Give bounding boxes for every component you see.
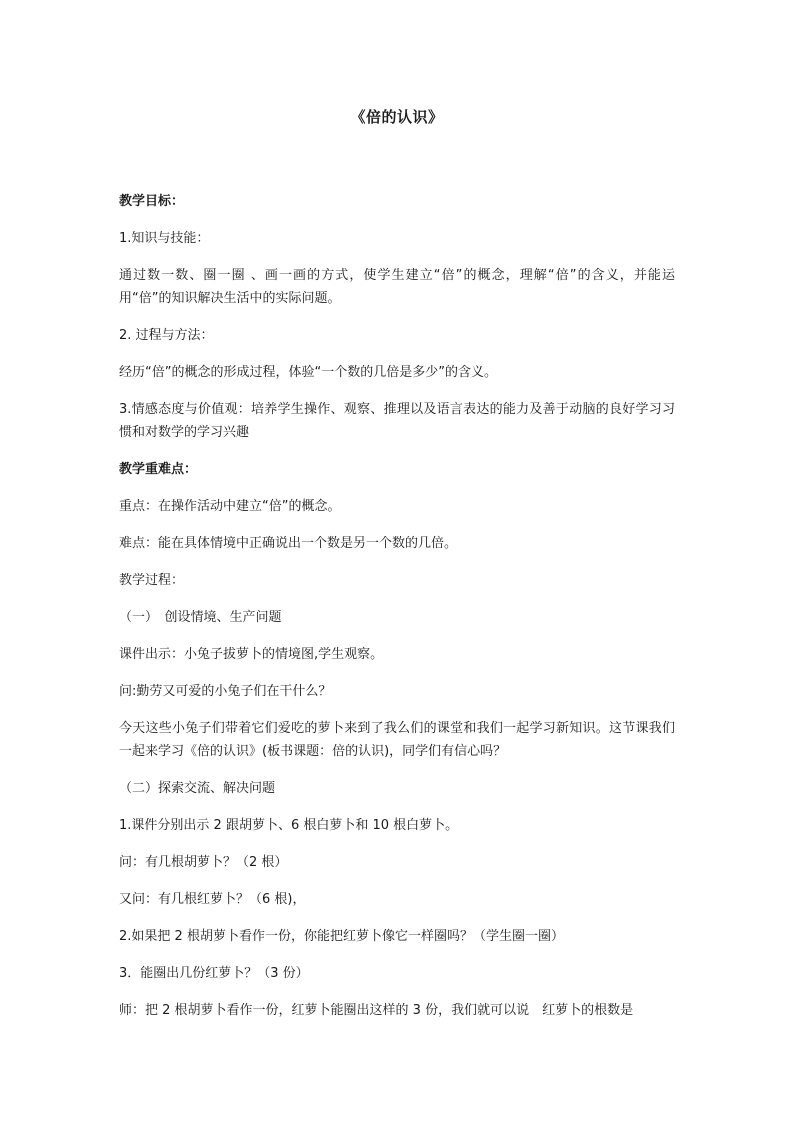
section-heading-objectives: 教学目标： (119, 194, 185, 209)
paragraph-knowledge-skills: 通过数一数、圈一圈 、画一画的方式，使学生建立“倍”的概念，理解“倍”的含义，并能运用“倍”的知识解决生活中的实际问题。 (119, 268, 675, 306)
subheading-process-method: 2. 过程与方法： (119, 328, 214, 343)
paragraph-ask-red-radish: 又问：有几根红萝卜？（6 根)， (119, 892, 306, 907)
step-heading-2: （二）探索交流、解决问题 (119, 781, 276, 796)
subheading-knowledge-skills: 1.知识与技能： (119, 231, 210, 246)
paragraph-step-2: 2.如果把 2 根胡萝卜看作一份，你能把红萝卜像它一样圈吗？（学生圈一圈） (119, 929, 564, 944)
paragraph-difficult-point: 难点：能在具体情境中正确说出一个数是另一个数的几倍。 (119, 536, 458, 551)
paragraph-teacher: 师：把 2 根胡萝卜看作一份，红萝卜能圈出这样的 3 份，我们就可以说 红萝卜的根数是 (119, 1003, 634, 1018)
step-heading-1: （一） 创设情境、生产问题 (119, 610, 282, 625)
paragraph-step-3: 3．能圈出几份红萝卜？（3 份） (119, 966, 309, 981)
section-heading-key-points: 教学重难点： (119, 462, 198, 477)
paragraph-courseware-show: 课件出示：小兔子拔萝卜的情境图,学生观察。 (119, 647, 384, 662)
paragraph-introduction: 今天这些小兔子们带着它们爱吃的萝卜来到了我么们的课堂和我们一起学习新知识。这节课我们一起来学习《倍的认识》(板书课题：倍的认识)，同学们有信心吗？ (119, 721, 675, 759)
paragraph-key-point: 重点：在操作活动中建立“倍”的概念。 (119, 499, 341, 514)
paragraph-attitude-values: 3.情感态度与价值观：培养学生操作、观察、推理以及语言表达的能力及善于动脑的良好学习习惯和对数学的学习兴趣 (119, 402, 675, 440)
paragraph-ask-carrots: 问：有几根胡萝卜？（2 根） (119, 855, 288, 870)
paragraph-process-method: 经历“倍”的概念的形成过程，体验“一个数的几倍是多少”的含义。 (119, 365, 497, 380)
paragraph-step-1: 1.课件分别出示 2 跟胡萝卜、6 根白萝卜和 10 根白萝卜。 (119, 818, 459, 833)
paragraph-question: 问:勤劳又可爱的小兔子们在干什么？ (119, 684, 332, 699)
section-heading-process: 教学过程： (119, 573, 185, 588)
document-title: 《倍的认识》 (350, 108, 444, 126)
document-body (119, 190, 675, 1036)
